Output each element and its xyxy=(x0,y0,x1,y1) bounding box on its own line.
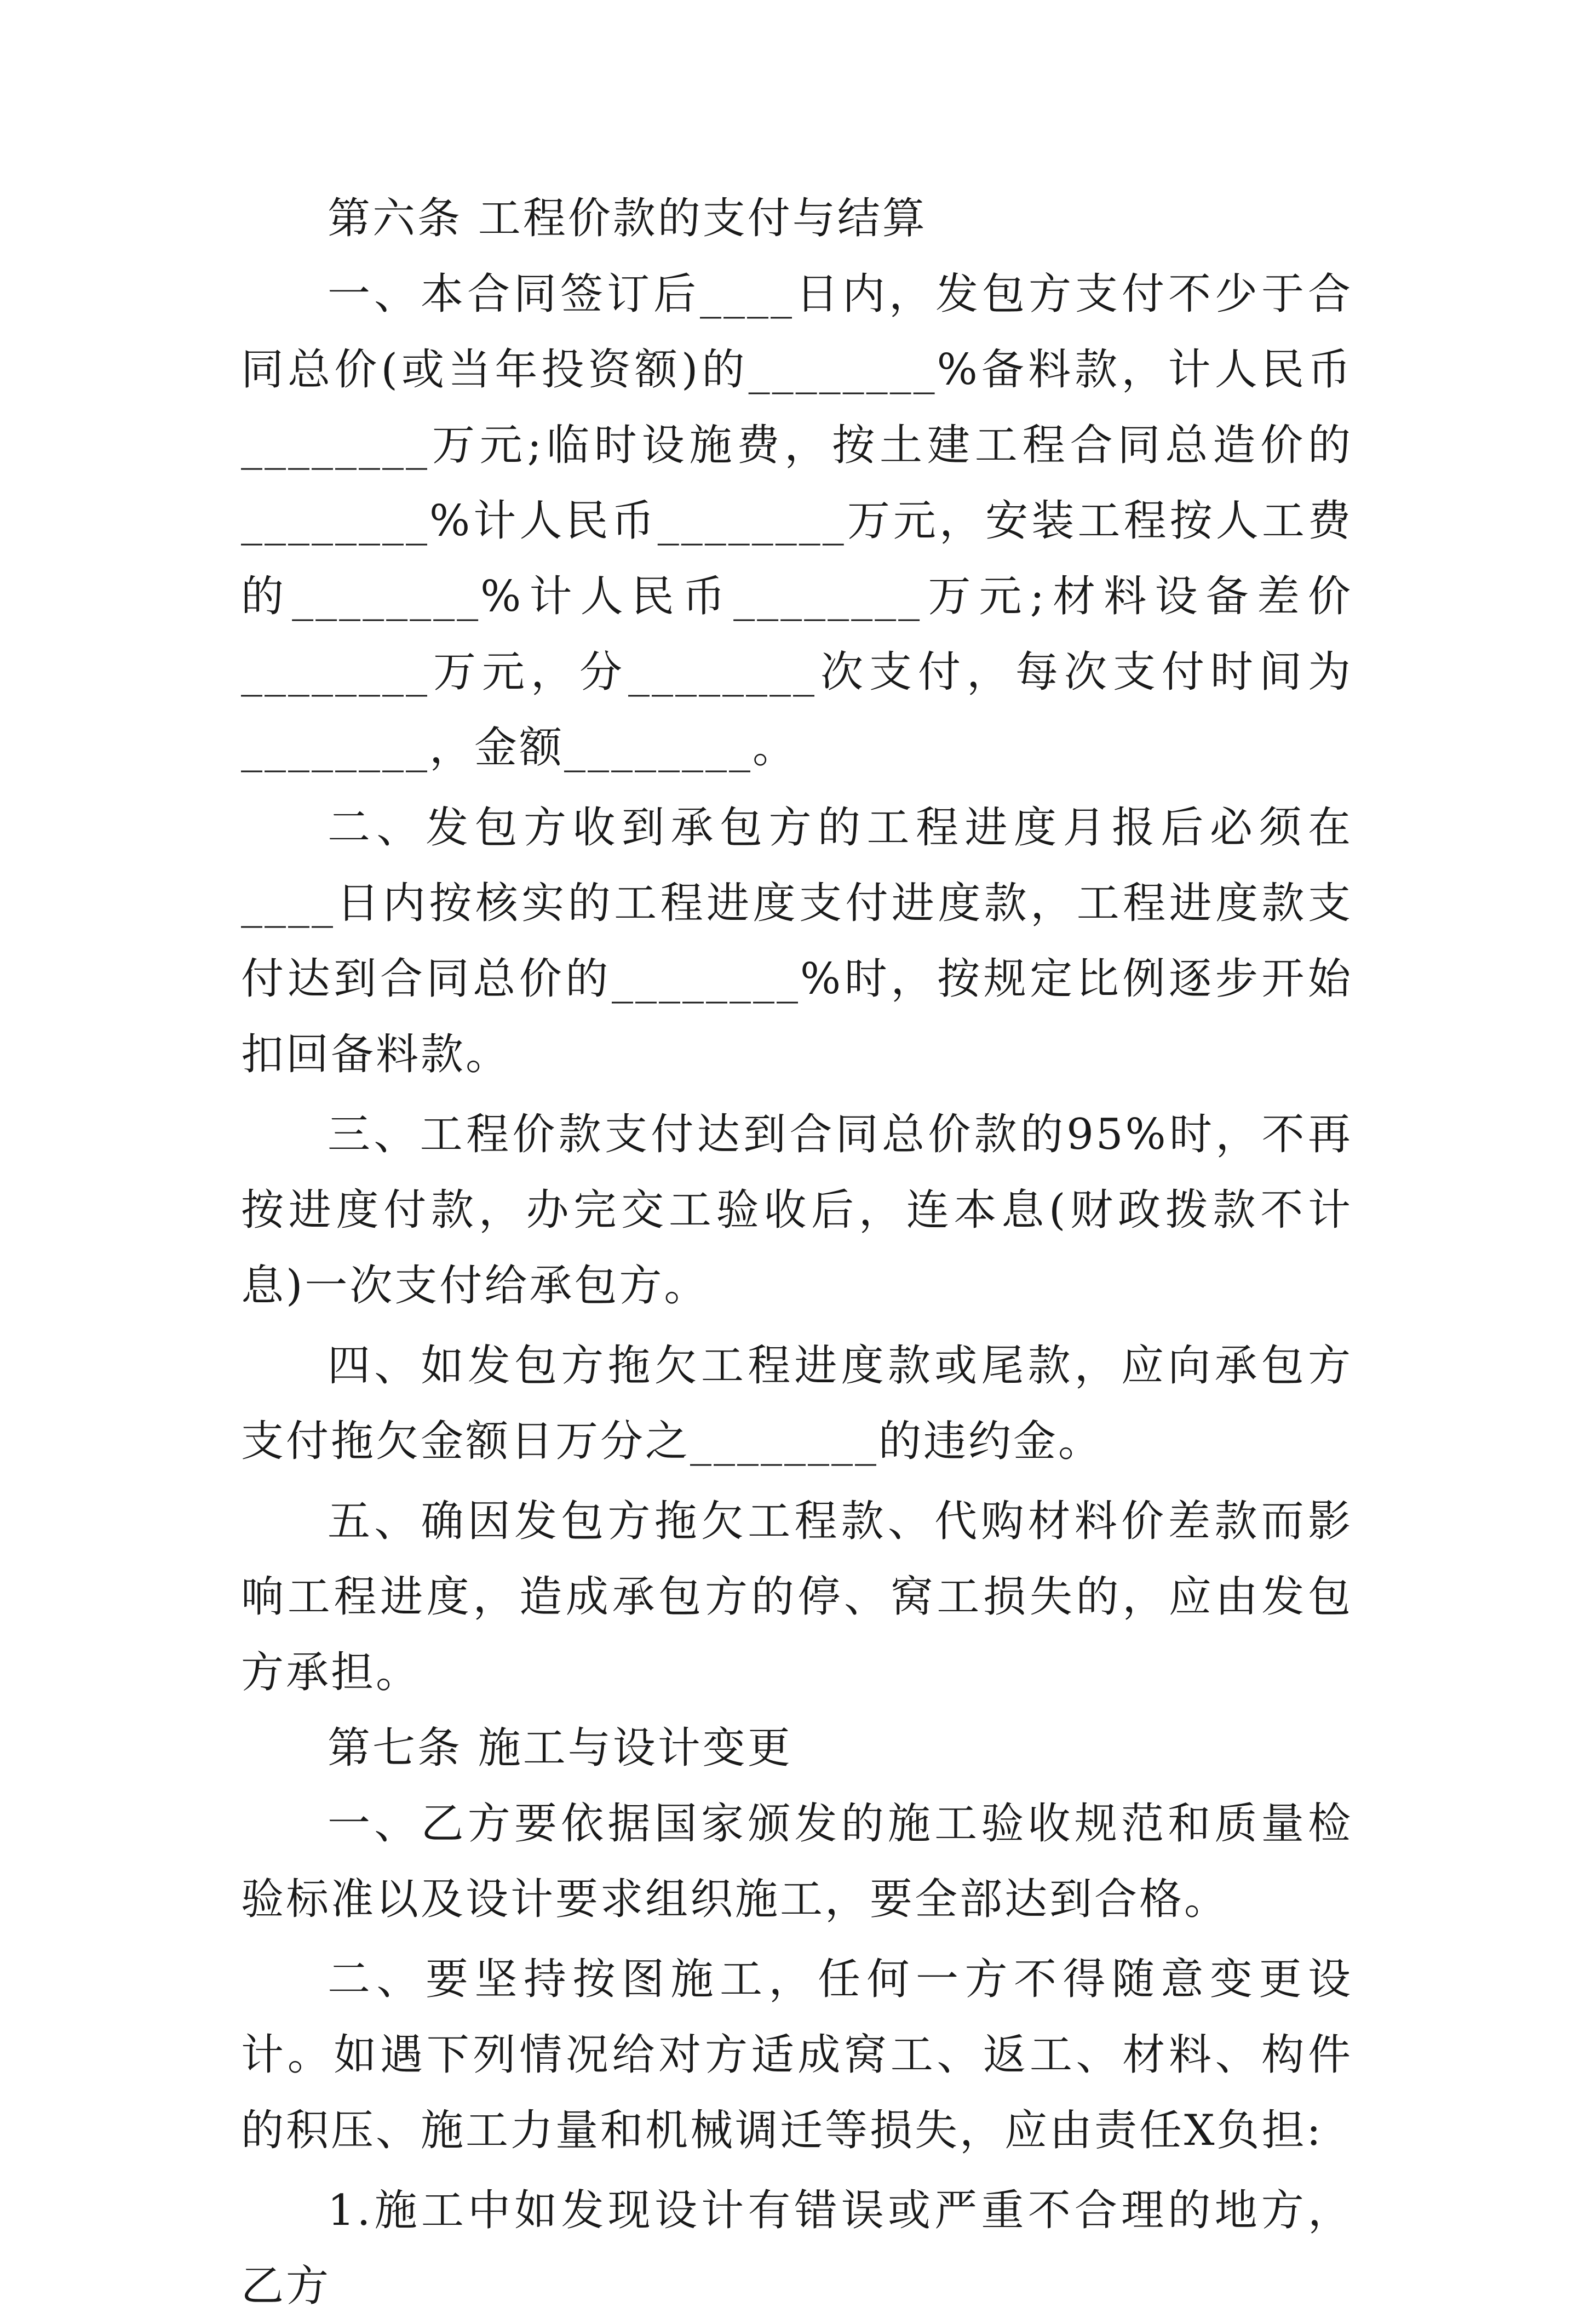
article-6-clause-1: 一、本合同签订后____日内，发包方支付不少于合同总价(或当年投资额)的________%备料款，计人民币________万元;临时设施费，按土建工程合同总造价的________%计人民币________万元，安装工程按人工费的________%计人民币________万元;材料设备差价________万元，分________次支付，每次支付时间为________，金额________。 xyxy=(241,270,1353,772)
paragraph-gap xyxy=(241,1092,1353,1097)
document-body xyxy=(241,181,1353,2324)
article-7-clause-2: 二、要坚持按图施工，任何一方不得随意变更设计。如遇下列情况给对方适成窝工、返工、材料、构件的积压、施工力量和机械调迁等损失，应由责任X负担: xyxy=(241,1955,1353,2155)
paragraph-gap xyxy=(241,2168,1353,2173)
article-7-clause-1: 一、乙方要依据国家颁发的施工验收规范和质量检验标准以及设计要求组织施工，要全部达到合格。 xyxy=(241,1799,1353,1924)
paragraph-gap xyxy=(241,1479,1353,1484)
article-7-heading: 第七条 施工与设计变更 xyxy=(328,1724,792,1773)
article-6-heading: 第六条 工程价款的支付与结算 xyxy=(328,194,927,243)
paragraph-gap xyxy=(241,786,1353,790)
article-6-clause-3: 三、工程价款支付达到合同总价款的95%时，不再按进度付款，办完交工验收后，连本息(财政拨款不计息)一次支付给承包方。 xyxy=(241,1110,1353,1310)
article-7-clause-2-item-1: 1.施工中如发现设计有错误或严重不合理的地方，乙方 xyxy=(241,2186,1353,2311)
article-6-clause-4: 四、如发包方拖欠工程进度款或尾款，应向承包方支付拖欠金额日万分之________的违约金。 xyxy=(241,1341,1353,1466)
article-6-clause-2: 二、发包方收到承包方的工程进度月报后必须在____日内按核实的工程进度支付进度款，工程进度款支付达到合同总价的________%时，按规定比例逐步开始扣回备料款。 xyxy=(241,803,1353,1079)
paragraph-gap xyxy=(241,1324,1353,1328)
paragraph-gap xyxy=(241,1937,1353,1942)
article-6-clause-5: 五、确因发包方拖欠工程款、代购材料价差款而影响工程进度，造成承包方的停、窝工损失的，应由发包方承担。 xyxy=(241,1497,1353,1697)
